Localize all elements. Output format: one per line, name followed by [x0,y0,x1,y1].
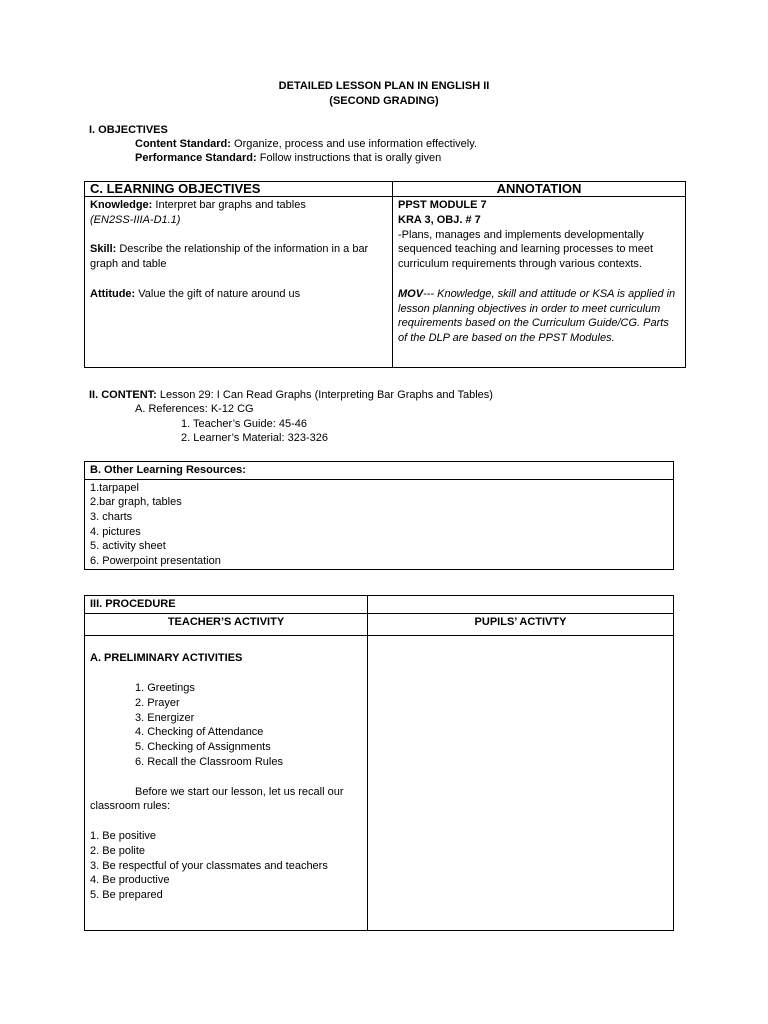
learning-objectives-table [84,181,686,368]
pupils-activity-header: PUPILS’ ACTIVTY [368,613,674,635]
objectives-heading: I. OBJECTIVES [89,124,168,136]
objectives-cell: Knowledge: Interpret bar graphs and tables (EN2SS-IIIA-D1.1) Skill: Describe the relationship of the information in a bar graph and table Attitude: Value the gift of nature around us [85,197,393,368]
list-item: 2. Prayer [135,696,180,709]
list-item: 6. Powerpoint presentation [90,554,221,567]
other-resources-header: B. Other Learning Resources: [85,462,674,480]
pupils-activity-cell [368,635,674,930]
list-item: 4. Be productive [90,874,170,887]
content-line: II. CONTENT: Lesson 29: I Can Read Graphs (Interpreting Bar Graphs and Tables) [89,389,493,401]
list-item: 1.tarpapel [90,481,139,494]
list-item: 5. activity sheet [90,540,166,553]
list-item: 3. Energizer [135,711,195,724]
procedure-header-blank [368,596,674,614]
teachers-guide-line: 1. Teacher’s Guide: 45-46 [181,418,307,430]
list-item: 4. pictures [90,525,141,538]
list-item: 2.bar graph, tables [90,496,182,509]
recall-intro: Before we start our lesson, let us recall our classroom rules: [90,785,344,813]
learners-material-line: 2. Learner’s Material: 323-326 [181,432,328,444]
document-title: DETAILED LESSON PLAN IN ENGLISH II [278,80,490,92]
references-line: A. References: K-12 CG [135,403,254,415]
other-resources-list [85,479,674,570]
content-standard: Content Standard: Organize, process and use information effectively. [135,138,477,150]
annotation-header: ANNOTATION [393,182,686,197]
list-item: 6. Recall the Classroom Rules [135,755,283,768]
list-item: 5. Checking of Assignments [135,741,271,754]
list-item: 4. Checking of Attendance [135,726,264,739]
list-item: 1. Be positive [90,829,157,842]
document-subtitle: (SECOND GRADING) [329,95,439,107]
preliminary-heading: A. PRELIMINARY ACTIVITIES [90,652,243,665]
teachers-activity-header: TEACHER’S ACTIVITY [85,613,368,635]
list-item: 3. charts [90,510,133,523]
other-resources-table [84,461,674,570]
list-item: 1. Greetings [135,681,195,694]
list-item: 3. Be respectful of your classmates and teachers [90,859,328,872]
procedure-header: III. PROCEDURE [85,596,368,614]
procedure-table [84,595,674,931]
annotation-cell: PPST MODULE 7 KRA 3, OBJ. # 7 -Plans, manages and implements developmentally sequenced teaching and learning processes to meet curriculum requirements through various contexts. MOV--- Knowledge, skill and attitude or KSA is applied in lesson planning objectives in order to meet curriculum requirements based on the Curriculum Guide/CG. Parts of the DLP are based on the PPST Modules. [393,197,686,368]
list-item: 2. Be polite [90,844,146,857]
performance-standard: Performance Standard: Follow instructions that is orally given [135,152,442,164]
teachers-activity-cell [85,635,368,930]
list-item: 5. Be prepared [90,889,163,902]
learning-objectives-header: C. LEARNING OBJECTIVES [85,182,393,197]
